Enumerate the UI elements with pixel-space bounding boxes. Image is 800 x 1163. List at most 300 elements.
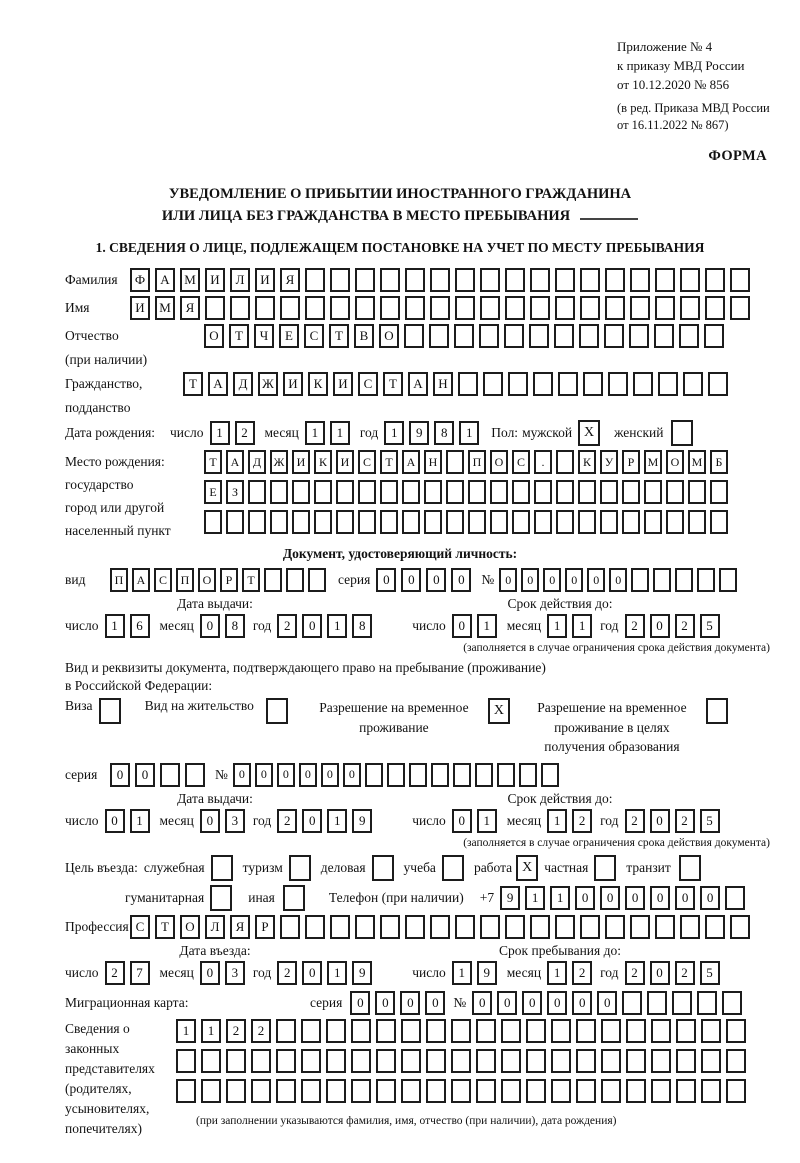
char-cell[interactable] <box>402 510 420 534</box>
char-cell[interactable] <box>701 1019 721 1043</box>
char-cell[interactable] <box>604 324 624 348</box>
char-cell[interactable]: 0 <box>375 991 395 1015</box>
char-cell[interactable]: 0 <box>650 886 670 910</box>
char-cell[interactable] <box>426 1019 446 1043</box>
char-cell[interactable] <box>451 1049 471 1073</box>
char-cell[interactable] <box>630 268 650 292</box>
char-cell[interactable]: Т <box>329 324 349 348</box>
char-cell[interactable]: 8 <box>434 421 454 445</box>
char-cell[interactable]: 0 <box>321 763 339 787</box>
char-cell[interactable]: Т <box>155 915 175 939</box>
char-cell[interactable] <box>380 268 400 292</box>
char-cell[interactable]: 0 <box>521 568 539 592</box>
char-cell[interactable] <box>701 1049 721 1073</box>
char-cell[interactable] <box>633 372 653 396</box>
char-cell[interactable] <box>355 296 375 320</box>
char-cell[interactable]: 0 <box>547 991 567 1015</box>
char-cell[interactable] <box>446 480 464 504</box>
char-cell[interactable]: 0 <box>625 886 645 910</box>
char-cell[interactable] <box>601 1049 621 1073</box>
char-cell[interactable]: Т <box>183 372 203 396</box>
char-cell[interactable]: Ж <box>258 372 278 396</box>
char-cell[interactable] <box>730 915 750 939</box>
char-cell[interactable]: 1 <box>459 421 479 445</box>
char-cell[interactable] <box>658 372 678 396</box>
char-cell[interactable]: 0 <box>575 886 595 910</box>
char-cell[interactable]: П <box>110 568 128 592</box>
char-cell[interactable]: О <box>490 450 508 474</box>
char-cell[interactable] <box>519 763 537 787</box>
char-cell[interactable] <box>230 296 250 320</box>
char-cell[interactable] <box>576 1049 596 1073</box>
char-cell[interactable] <box>430 296 450 320</box>
private-checkbox[interactable] <box>594 855 616 881</box>
char-cell[interactable] <box>248 480 266 504</box>
char-cell[interactable]: 0 <box>587 568 605 592</box>
char-cell[interactable]: 2 <box>675 614 695 638</box>
char-cell[interactable] <box>705 268 725 292</box>
char-cell[interactable] <box>380 915 400 939</box>
char-cell[interactable] <box>376 1049 396 1073</box>
char-cell[interactable] <box>501 1079 521 1103</box>
char-cell[interactable] <box>476 1019 496 1043</box>
char-cell[interactable] <box>270 480 288 504</box>
char-cell[interactable] <box>490 510 508 534</box>
char-cell[interactable]: 0 <box>650 809 670 833</box>
char-cell[interactable]: 0 <box>497 991 517 1015</box>
char-cell[interactable] <box>701 1079 721 1103</box>
char-cell[interactable] <box>605 296 625 320</box>
char-cell[interactable]: 1 <box>176 1019 196 1043</box>
char-cell[interactable] <box>483 372 503 396</box>
char-cell[interactable] <box>308 568 326 592</box>
char-cell[interactable] <box>705 296 725 320</box>
char-cell[interactable]: 2 <box>625 809 645 833</box>
char-cell[interactable] <box>480 296 500 320</box>
char-cell[interactable]: К <box>314 450 332 474</box>
char-cell[interactable] <box>330 268 350 292</box>
char-cell[interactable] <box>351 1019 371 1043</box>
char-cell[interactable]: 2 <box>105 961 125 985</box>
char-cell[interactable] <box>708 372 728 396</box>
char-cell[interactable] <box>479 324 499 348</box>
char-cell[interactable]: 3 <box>225 961 245 985</box>
rvp-edu-checkbox[interactable] <box>706 698 728 724</box>
char-cell[interactable]: 0 <box>401 568 421 592</box>
char-cell[interactable] <box>455 915 475 939</box>
char-cell[interactable]: 1 <box>547 809 567 833</box>
char-cell[interactable] <box>446 510 464 534</box>
char-cell[interactable]: И <box>336 450 354 474</box>
char-cell[interactable] <box>710 510 728 534</box>
char-cell[interactable]: И <box>333 372 353 396</box>
char-cell[interactable] <box>601 1079 621 1103</box>
char-cell[interactable] <box>301 1049 321 1073</box>
char-cell[interactable] <box>534 480 552 504</box>
char-cell[interactable]: 1 <box>525 886 545 910</box>
char-cell[interactable] <box>160 763 180 787</box>
char-cell[interactable] <box>280 296 300 320</box>
char-cell[interactable] <box>675 568 693 592</box>
char-cell[interactable] <box>554 324 574 348</box>
char-cell[interactable] <box>529 324 549 348</box>
char-cell[interactable] <box>301 1019 321 1043</box>
char-cell[interactable] <box>305 268 325 292</box>
char-cell[interactable] <box>380 296 400 320</box>
char-cell[interactable]: Т <box>204 450 222 474</box>
char-cell[interactable] <box>578 510 596 534</box>
char-cell[interactable]: О <box>204 324 224 348</box>
char-cell[interactable]: Д <box>248 450 266 474</box>
char-cell[interactable]: Р <box>255 915 275 939</box>
char-cell[interactable] <box>680 268 700 292</box>
char-cell[interactable] <box>626 1049 646 1073</box>
char-cell[interactable] <box>576 1019 596 1043</box>
char-cell[interactable] <box>680 915 700 939</box>
char-cell[interactable]: А <box>155 268 175 292</box>
char-cell[interactable]: А <box>208 372 228 396</box>
char-cell[interactable] <box>376 1079 396 1103</box>
char-cell[interactable]: 0 <box>609 568 627 592</box>
char-cell[interactable] <box>405 296 425 320</box>
char-cell[interactable]: 5 <box>700 961 720 985</box>
char-cell[interactable]: 2 <box>251 1019 271 1043</box>
char-cell[interactable]: 5 <box>700 809 720 833</box>
char-cell[interactable]: 0 <box>650 961 670 985</box>
char-cell[interactable] <box>726 1019 746 1043</box>
char-cell[interactable]: Е <box>204 480 222 504</box>
char-cell[interactable] <box>556 510 574 534</box>
char-cell[interactable] <box>653 568 671 592</box>
char-cell[interactable] <box>730 268 750 292</box>
char-cell[interactable]: 9 <box>409 421 429 445</box>
char-cell[interactable]: Я <box>230 915 250 939</box>
char-cell[interactable] <box>551 1019 571 1043</box>
char-cell[interactable] <box>530 268 550 292</box>
char-cell[interactable] <box>501 1049 521 1073</box>
char-cell[interactable] <box>401 1019 421 1043</box>
char-cell[interactable] <box>622 510 640 534</box>
char-cell[interactable]: 0 <box>572 991 592 1015</box>
char-cell[interactable]: М <box>688 450 706 474</box>
char-cell[interactable]: П <box>176 568 194 592</box>
char-cell[interactable] <box>679 324 699 348</box>
char-cell[interactable]: 0 <box>376 568 396 592</box>
study-checkbox[interactable] <box>442 855 464 881</box>
char-cell[interactable] <box>666 480 684 504</box>
char-cell[interactable] <box>185 763 205 787</box>
char-cell[interactable] <box>504 324 524 348</box>
char-cell[interactable]: И <box>292 450 310 474</box>
char-cell[interactable] <box>326 1019 346 1043</box>
char-cell[interactable] <box>688 480 706 504</box>
char-cell[interactable] <box>429 324 449 348</box>
char-cell[interactable]: 2 <box>235 421 255 445</box>
char-cell[interactable] <box>555 268 575 292</box>
char-cell[interactable] <box>476 1079 496 1103</box>
char-cell[interactable] <box>730 296 750 320</box>
char-cell[interactable] <box>424 480 442 504</box>
char-cell[interactable]: 2 <box>277 809 297 833</box>
char-cell[interactable]: 1 <box>327 809 347 833</box>
char-cell[interactable]: 1 <box>477 614 497 638</box>
char-cell[interactable] <box>226 1079 246 1103</box>
char-cell[interactable] <box>530 915 550 939</box>
char-cell[interactable] <box>501 1019 521 1043</box>
char-cell[interactable] <box>631 568 649 592</box>
char-cell[interactable] <box>201 1079 221 1103</box>
char-cell[interactable] <box>555 915 575 939</box>
char-cell[interactable]: 2 <box>625 614 645 638</box>
char-cell[interactable]: 8 <box>225 614 245 638</box>
char-cell[interactable] <box>201 1049 221 1073</box>
char-cell[interactable] <box>601 1019 621 1043</box>
char-cell[interactable]: 0 <box>650 614 670 638</box>
char-cell[interactable] <box>264 568 282 592</box>
char-cell[interactable]: 1 <box>572 614 592 638</box>
char-cell[interactable]: С <box>358 372 378 396</box>
char-cell[interactable] <box>655 915 675 939</box>
char-cell[interactable]: 2 <box>675 961 695 985</box>
char-cell[interactable] <box>405 915 425 939</box>
char-cell[interactable]: Я <box>180 296 200 320</box>
char-cell[interactable] <box>376 1019 396 1043</box>
char-cell[interactable] <box>605 268 625 292</box>
char-cell[interactable]: 8 <box>352 614 372 638</box>
char-cell[interactable]: 1 <box>550 886 570 910</box>
rvp-checkbox[interactable]: X <box>488 698 510 724</box>
char-cell[interactable]: П <box>468 450 486 474</box>
char-cell[interactable]: С <box>512 450 530 474</box>
char-cell[interactable]: 0 <box>350 991 370 1015</box>
char-cell[interactable]: 0 <box>565 568 583 592</box>
char-cell[interactable]: 1 <box>330 421 350 445</box>
char-cell[interactable]: 2 <box>226 1019 246 1043</box>
char-cell[interactable] <box>292 510 310 534</box>
char-cell[interactable]: 1 <box>327 961 347 985</box>
char-cell[interactable]: 0 <box>426 568 446 592</box>
char-cell[interactable] <box>644 510 662 534</box>
char-cell[interactable]: О <box>180 915 200 939</box>
char-cell[interactable]: 0 <box>452 809 472 833</box>
char-cell[interactable] <box>409 763 427 787</box>
char-cell[interactable] <box>672 991 692 1015</box>
char-cell[interactable] <box>330 915 350 939</box>
char-cell[interactable] <box>505 296 525 320</box>
char-cell[interactable] <box>578 480 596 504</box>
char-cell[interactable] <box>402 480 420 504</box>
char-cell[interactable]: 7 <box>130 961 150 985</box>
char-cell[interactable] <box>468 480 486 504</box>
char-cell[interactable]: М <box>644 450 662 474</box>
char-cell[interactable]: С <box>154 568 172 592</box>
char-cell[interactable] <box>430 268 450 292</box>
char-cell[interactable] <box>630 915 650 939</box>
char-cell[interactable]: 0 <box>600 886 620 910</box>
residence-permit-checkbox[interactable] <box>266 698 288 724</box>
char-cell[interactable] <box>534 510 552 534</box>
char-cell[interactable]: 0 <box>200 961 220 985</box>
char-cell[interactable]: А <box>408 372 428 396</box>
char-cell[interactable] <box>505 915 525 939</box>
char-cell[interactable] <box>355 268 375 292</box>
char-cell[interactable]: 0 <box>452 614 472 638</box>
char-cell[interactable] <box>305 915 325 939</box>
char-cell[interactable]: 0 <box>425 991 445 1015</box>
char-cell[interactable]: 9 <box>352 809 372 833</box>
char-cell[interactable]: 0 <box>110 763 130 787</box>
char-cell[interactable] <box>301 1079 321 1103</box>
char-cell[interactable] <box>380 480 398 504</box>
char-cell[interactable] <box>630 296 650 320</box>
char-cell[interactable]: 0 <box>675 886 695 910</box>
char-cell[interactable]: 9 <box>477 961 497 985</box>
char-cell[interactable]: 1 <box>384 421 404 445</box>
char-cell[interactable] <box>508 372 528 396</box>
char-cell[interactable]: 1 <box>327 614 347 638</box>
char-cell[interactable] <box>526 1019 546 1043</box>
char-cell[interactable] <box>556 480 574 504</box>
char-cell[interactable] <box>579 324 599 348</box>
char-cell[interactable] <box>710 480 728 504</box>
char-cell[interactable] <box>680 296 700 320</box>
char-cell[interactable] <box>475 763 493 787</box>
char-cell[interactable]: Д <box>233 372 253 396</box>
char-cell[interactable]: 1 <box>547 614 567 638</box>
char-cell[interactable]: О <box>379 324 399 348</box>
char-cell[interactable] <box>176 1049 196 1073</box>
char-cell[interactable] <box>530 296 550 320</box>
char-cell[interactable] <box>600 510 618 534</box>
char-cell[interactable] <box>497 763 515 787</box>
char-cell[interactable] <box>605 915 625 939</box>
char-cell[interactable] <box>226 1049 246 1073</box>
char-cell[interactable] <box>512 510 530 534</box>
char-cell[interactable] <box>704 324 724 348</box>
char-cell[interactable]: 2 <box>675 809 695 833</box>
male-checkbox[interactable]: X <box>578 420 600 446</box>
char-cell[interactable] <box>314 480 332 504</box>
char-cell[interactable] <box>280 915 300 939</box>
char-cell[interactable] <box>608 372 628 396</box>
char-cell[interactable]: 2 <box>572 961 592 985</box>
female-checkbox[interactable] <box>671 420 693 446</box>
char-cell[interactable]: 0 <box>105 809 125 833</box>
char-cell[interactable]: И <box>130 296 150 320</box>
char-cell[interactable]: А <box>132 568 150 592</box>
char-cell[interactable] <box>355 915 375 939</box>
char-cell[interactable]: 6 <box>130 614 150 638</box>
char-cell[interactable] <box>583 372 603 396</box>
char-cell[interactable] <box>655 296 675 320</box>
char-cell[interactable]: 0 <box>302 614 322 638</box>
char-cell[interactable]: 0 <box>135 763 155 787</box>
char-cell[interactable] <box>314 510 332 534</box>
char-cell[interactable] <box>251 1049 271 1073</box>
char-cell[interactable] <box>622 480 640 504</box>
char-cell[interactable] <box>401 1049 421 1073</box>
char-cell[interactable] <box>455 268 475 292</box>
char-cell[interactable] <box>576 1079 596 1103</box>
char-cell[interactable]: 1 <box>452 961 472 985</box>
char-cell[interactable] <box>336 510 354 534</box>
char-cell[interactable] <box>626 1079 646 1103</box>
char-cell[interactable] <box>555 296 575 320</box>
char-cell[interactable]: 2 <box>572 809 592 833</box>
char-cell[interactable]: И <box>283 372 303 396</box>
char-cell[interactable]: 3 <box>225 809 245 833</box>
work-checkbox[interactable]: X <box>516 855 538 881</box>
char-cell[interactable]: Я <box>280 268 300 292</box>
char-cell[interactable] <box>629 324 649 348</box>
char-cell[interactable] <box>505 268 525 292</box>
char-cell[interactable] <box>226 510 244 534</box>
char-cell[interactable]: Н <box>433 372 453 396</box>
char-cell[interactable] <box>533 372 553 396</box>
char-cell[interactable]: . <box>534 450 552 474</box>
char-cell[interactable]: 0 <box>302 961 322 985</box>
char-cell[interactable] <box>453 763 471 787</box>
char-cell[interactable] <box>455 296 475 320</box>
char-cell[interactable]: Ж <box>270 450 288 474</box>
char-cell[interactable]: Т <box>380 450 398 474</box>
char-cell[interactable] <box>454 324 474 348</box>
char-cell[interactable] <box>424 510 442 534</box>
char-cell[interactable] <box>330 296 350 320</box>
char-cell[interactable] <box>683 372 703 396</box>
char-cell[interactable] <box>651 1079 671 1103</box>
char-cell[interactable]: 0 <box>200 809 220 833</box>
char-cell[interactable] <box>644 480 662 504</box>
char-cell[interactable] <box>651 1049 671 1073</box>
char-cell[interactable] <box>476 1049 496 1073</box>
char-cell[interactable] <box>676 1019 696 1043</box>
char-cell[interactable] <box>666 510 684 534</box>
char-cell[interactable] <box>526 1079 546 1103</box>
char-cell[interactable]: Б <box>710 450 728 474</box>
char-cell[interactable] <box>351 1049 371 1073</box>
char-cell[interactable] <box>405 268 425 292</box>
char-cell[interactable] <box>326 1049 346 1073</box>
char-cell[interactable] <box>580 915 600 939</box>
char-cell[interactable]: 2 <box>625 961 645 985</box>
char-cell[interactable] <box>176 1079 196 1103</box>
char-cell[interactable] <box>276 1079 296 1103</box>
char-cell[interactable]: С <box>358 450 376 474</box>
char-cell[interactable] <box>655 268 675 292</box>
char-cell[interactable] <box>705 915 725 939</box>
char-cell[interactable]: 1 <box>130 809 150 833</box>
char-cell[interactable] <box>446 450 464 474</box>
char-cell[interactable] <box>551 1049 571 1073</box>
char-cell[interactable] <box>458 372 478 396</box>
char-cell[interactable]: 0 <box>277 763 295 787</box>
char-cell[interactable]: 2 <box>277 614 297 638</box>
char-cell[interactable] <box>251 1079 271 1103</box>
char-cell[interactable]: З <box>226 480 244 504</box>
char-cell[interactable] <box>426 1079 446 1103</box>
char-cell[interactable] <box>430 915 450 939</box>
char-cell[interactable]: К <box>578 450 596 474</box>
char-cell[interactable] <box>580 268 600 292</box>
char-cell[interactable]: А <box>226 450 244 474</box>
char-cell[interactable]: С <box>130 915 150 939</box>
char-cell[interactable]: О <box>666 450 684 474</box>
char-cell[interactable] <box>688 510 706 534</box>
char-cell[interactable]: 1 <box>477 809 497 833</box>
char-cell[interactable] <box>722 991 742 1015</box>
visa-checkbox[interactable] <box>99 698 121 724</box>
